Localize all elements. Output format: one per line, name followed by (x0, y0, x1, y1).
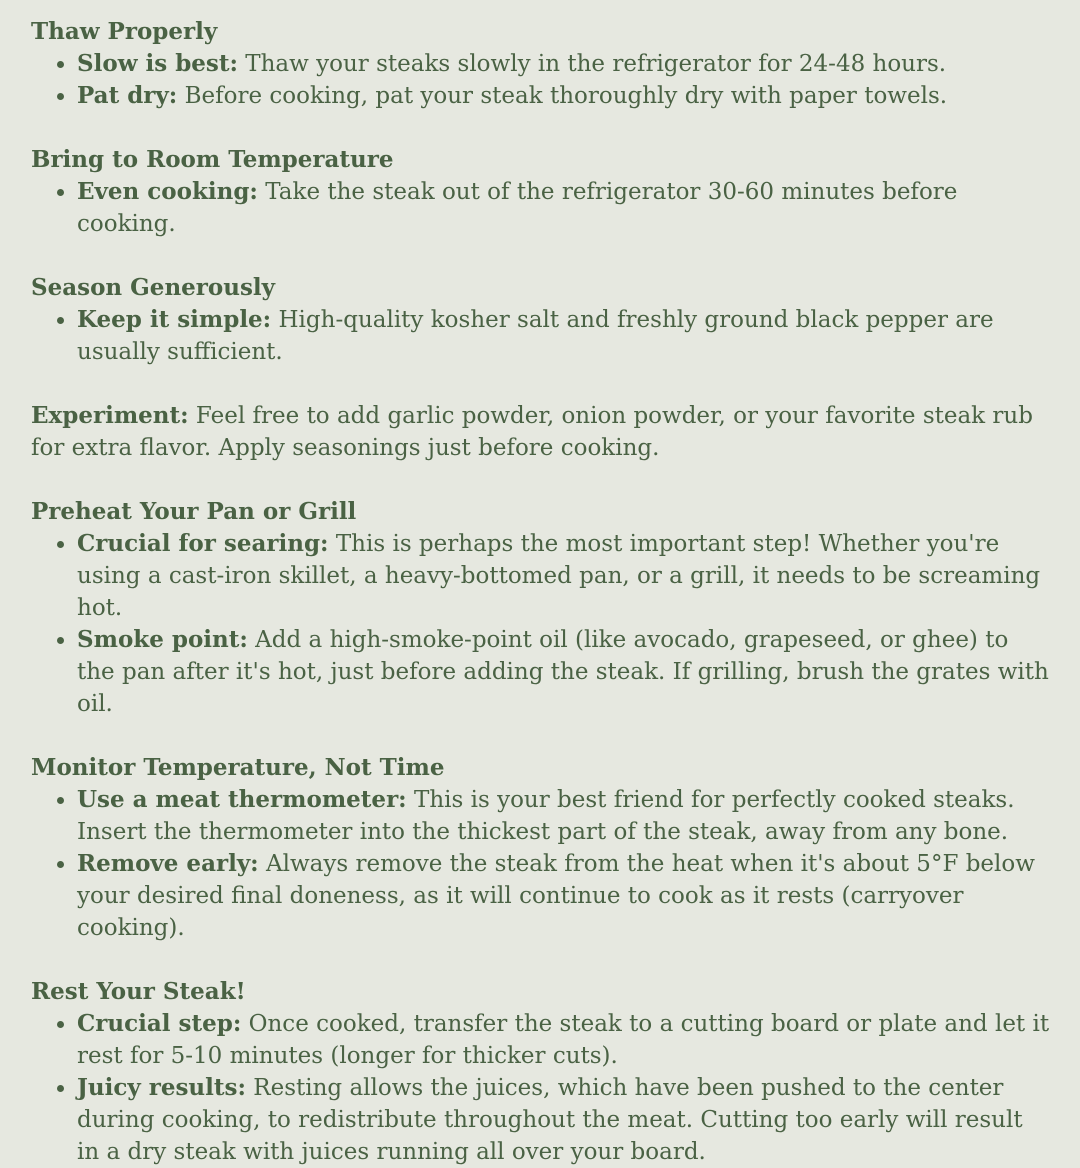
item-text: Once cooked, transfer the steak to a cutting board or plate and let it rest for 5-10 minutes (longer for thicker cuts). (77, 1011, 1050, 1069)
paragraph-text: Feel free to add garlic powder, onion powder, or your favorite steak rub for extra flavor. Apply seasonings just before cooking. (31, 403, 1033, 461)
list-item (77, 176, 1050, 240)
item-text: Thaw your steaks slowly in the refrigerator for 24-48 hours. (237, 51, 947, 77)
item-text: Before cooking, pat your steak thoroughly dry with paper towels. (177, 83, 948, 109)
bullet-list (31, 784, 1050, 944)
section-experiment (31, 400, 1050, 464)
item-label: Smoke point: (77, 626, 248, 653)
section-preheat (31, 496, 1050, 720)
item-label: Juicy results: (77, 1074, 246, 1101)
list-item (77, 80, 1050, 112)
item-label: Crucial for searing: (77, 530, 329, 557)
bullet-list (31, 528, 1050, 720)
item-text: Add a high-smoke-point oil (like avocado, grapeseed, or ghee) to the pan after it's hot, just before adding the steak. If grilling, brush the grates with oil. (77, 627, 1049, 717)
list-item (77, 48, 1050, 80)
list-item (77, 304, 1050, 368)
bullet-list (31, 176, 1050, 240)
item-label: Use a meat thermometer: (77, 786, 407, 813)
item-label: Pat dry: (77, 82, 178, 109)
section-heading: Season Generously (31, 274, 276, 301)
item-text: Take the steak out of the refrigerator 30-60 minutes before cooking. (77, 179, 958, 237)
paragraph-label: Experiment: (31, 402, 189, 429)
bullet-list (31, 304, 1050, 368)
section-heading: Preheat Your Pan or Grill (31, 498, 357, 525)
item-text: Resting allows the juices, which have been pushed to the center during cooking, to redistribute throughout the meat. Cutting too early will result in a dry steak with juices running all over your board. (77, 1075, 1023, 1165)
experiment-paragraph (31, 400, 1050, 464)
item-label: Remove early: (77, 850, 259, 877)
item-text: High-quality kosher salt and freshly ground black pepper are usually sufficient. (77, 307, 994, 365)
section-season-generously (31, 272, 1050, 368)
item-text: This is your best friend for perfectly cooked steaks. Insert the thermometer into the thickest part of the steak, away from any bone. (77, 787, 1015, 845)
list-item (77, 624, 1050, 720)
section-heading: Thaw Properly (31, 18, 218, 45)
section-monitor-temperature (31, 752, 1050, 944)
section-thaw-properly (31, 16, 1050, 112)
section-room-temperature (31, 144, 1050, 240)
list-item (77, 528, 1050, 624)
list-item (77, 848, 1050, 944)
list-item (77, 784, 1050, 848)
list-item (77, 1072, 1050, 1168)
section-heading: Rest Your Steak! (31, 978, 246, 1005)
section-rest-steak (31, 976, 1050, 1168)
section-heading: Bring to Room Temperature (31, 146, 394, 173)
section-heading: Monitor Temperature, Not Time (31, 754, 445, 781)
item-label: Even cooking: (77, 178, 258, 205)
item-label: Slow is best: (77, 50, 238, 77)
bullet-list (31, 1008, 1050, 1168)
list-item (77, 1008, 1050, 1072)
bullet-list (31, 48, 1050, 112)
item-text: Always remove the steak from the heat when it's about 5°F below your desired final doneness, as it will continue to cook as it rests (carryover cooking). (77, 851, 1035, 941)
item-text: This is perhaps the most important step! Whether you're using a cast-iron skillet, a heavy-bottomed pan, or a grill, it needs to be screaming hot. (77, 531, 1041, 621)
item-label: Crucial step: (77, 1010, 242, 1037)
item-label: Keep it simple: (77, 306, 272, 333)
